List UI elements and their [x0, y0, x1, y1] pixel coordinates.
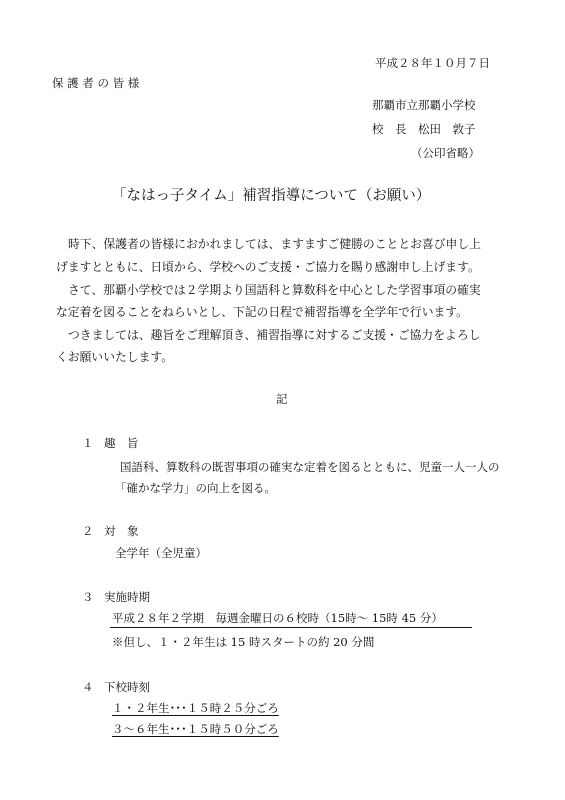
dismissal-time-grade-1-2: １・２年生･･･１５時２５分ごろ [112, 701, 279, 715]
paragraph-3-line-1: つきましては、趣旨をご理解頂き、補習指導に対するご支援・ご協力をよろし [68, 328, 481, 342]
paragraph-1-line-1: 時下、保護者の皆様におかれましては、ますますご健勝のこととお喜び申し上 [68, 237, 481, 251]
document-title: 「なはっ子タイム」補習指導について（お願い） [112, 188, 431, 204]
section-line: ※但し、１・２年生は 15 時スタートの約 20 分間 [112, 635, 375, 649]
paragraph-2-line-1: さて、那覇小学校では２学期より国語科と算数科を中心とした学習事項の確実 [68, 283, 481, 297]
recipient-line: 保 護 者 の 皆 様 [52, 76, 140, 90]
dismissal-time-grade-3-6: ３～６年生･･･１５時５０分ごろ [112, 722, 279, 736]
seal-note: （公印省略） [411, 146, 480, 160]
section-number: ３ [82, 590, 94, 604]
paragraph-3-line-2: くお願いいたします。 [56, 350, 174, 364]
section-heading: 対 象 [104, 524, 139, 538]
section-line: 全学年（全児童） [115, 546, 207, 560]
section-number: １ [82, 436, 94, 450]
principal-name: 校 長 松田 敦子 [372, 122, 476, 136]
document-date: 平成２８年１０月７日 [375, 56, 490, 70]
section-heading: 実施時期 [104, 590, 150, 604]
section-number: ２ [82, 524, 94, 538]
section-line: 国語科、算数科の既習事項の確実な定着を図るとともに、児童一人一人の [120, 460, 500, 474]
paragraph-1-line-2: げますとともに、日頃から、学校へのご支援・ご協力を賜り感謝申し上げます。 [56, 260, 480, 274]
section-line: 「確かな学力」の向上を図る。 [115, 481, 276, 495]
underline-rule [110, 627, 472, 628]
school-name: 那覇市立那覇小学校 [372, 98, 476, 112]
section-number: ４ [82, 680, 94, 694]
section-line: 平成２８年２学期 毎週金曜日の６校時（15時～ 15時 45 分） [112, 611, 443, 625]
paragraph-2-line-2: な定着を図ることをねらいとし、下記の日程で補習指導を全学年で行います。 [56, 305, 468, 319]
ki-heading: 記 [276, 392, 288, 406]
section-heading: 趣 旨 [104, 436, 139, 450]
section-heading: 下校時刻 [104, 680, 150, 694]
